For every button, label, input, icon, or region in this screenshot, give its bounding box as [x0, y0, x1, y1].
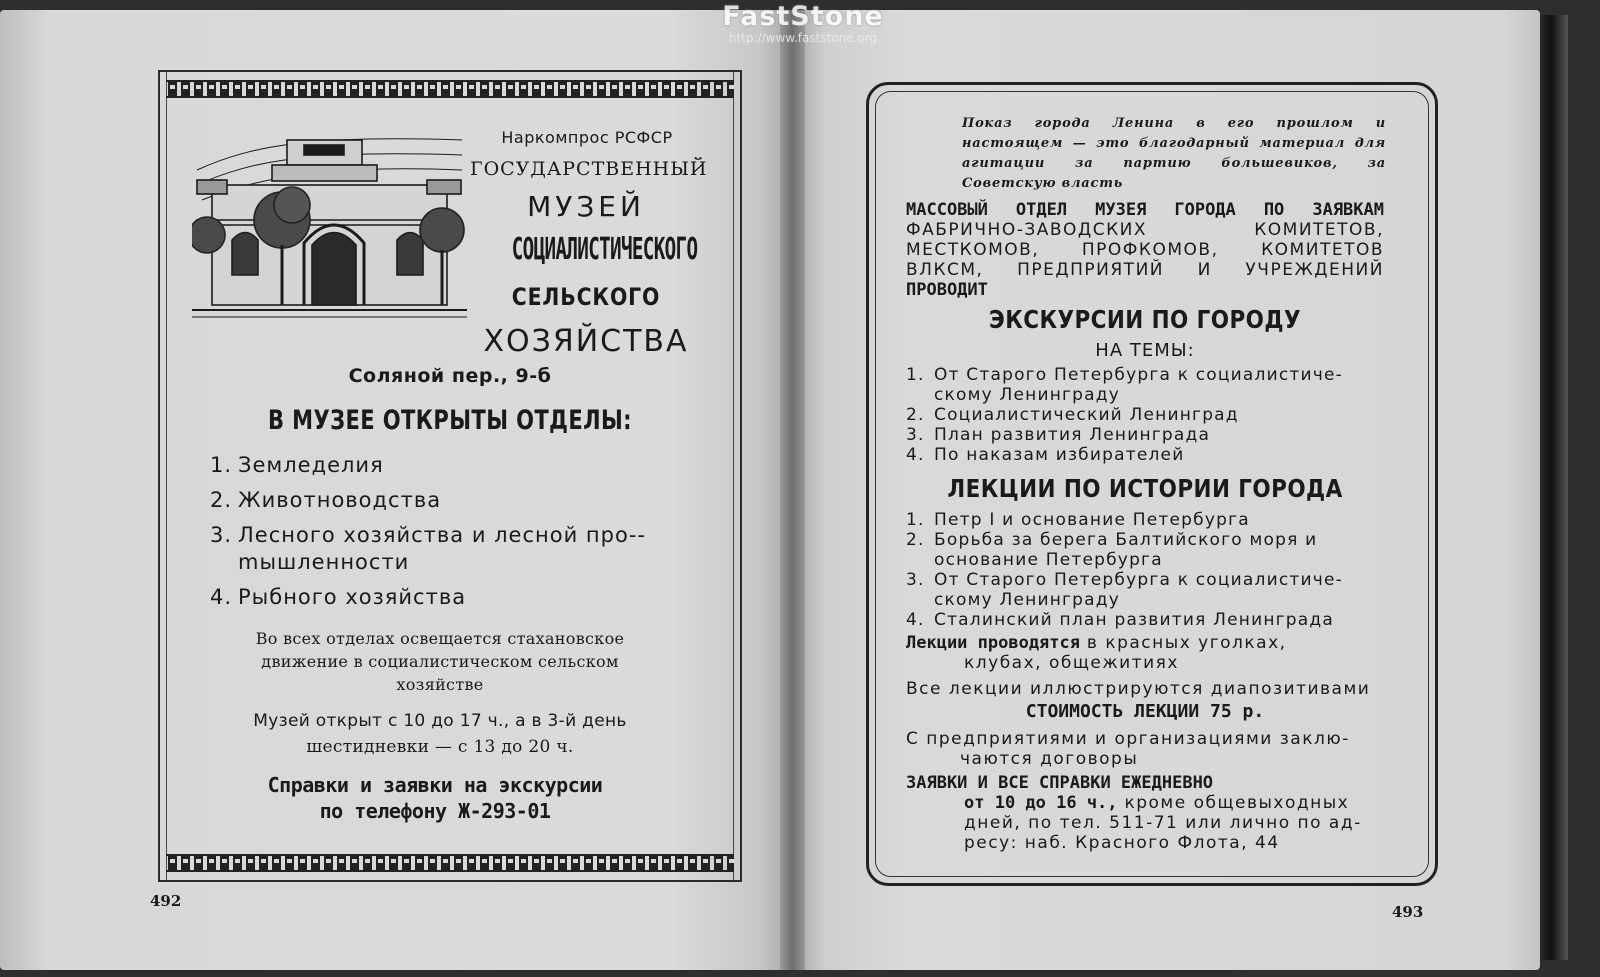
list-item: 1. Петр I и основание Петербурга — [906, 510, 1250, 530]
excursions-heading: ЭКСКУРСИИ ПО ГОРОДУ — [989, 305, 1301, 334]
watermark-title: FastStone — [722, 1, 884, 32]
lecture-topics-list — [906, 510, 1384, 630]
list-item: 4. Сталинский план развития Ленинграда — [906, 610, 1334, 630]
list-item: 3. Лесного хозяйства и лесной про-mышленности — [209, 523, 645, 574]
frame-border-top — [166, 80, 734, 98]
list-item: 2. Социалистический Ленинград — [906, 405, 1239, 425]
list-item: 3. От Старого Петербурга к социалистиче-скому Ленинграду — [906, 570, 1343, 610]
contracts-note: С предприятиями и организациями заклю- чаются договоры — [906, 729, 1350, 769]
opening-hours: Музей открыт с 10 до 17 ч., а в 3-й день шестидневки — с 13 до 20 ч. — [253, 711, 627, 757]
list-item: 1. От Старого Петербурга к социалистиче-скому Ленинграду — [906, 365, 1343, 405]
page-number-left: 492 — [150, 892, 182, 910]
page-edges — [1540, 15, 1568, 960]
lecture-cost: СТОИМОСТЬ ЛЕКЦИИ 75 р. — [1025, 701, 1265, 722]
list-item: 2. Животноводства — [209, 488, 442, 512]
socialist-title: СОЦИАЛИСТИЧЕСКОГО — [511, 232, 698, 267]
themes-label: НА ТЕМЫ: — [1095, 340, 1195, 361]
departments-list — [200, 452, 680, 619]
inquiries-phone: Справки и заявки на экскурсии по телефону Ж-293-01 — [267, 773, 603, 823]
museum-building-illustration — [192, 125, 467, 335]
museum-address: Соляной пер., 9-б — [348, 365, 552, 387]
list-item: 2. Борьба за берега Балтийского моря и основание Петербурга — [906, 530, 1318, 570]
slides-note: Все лекции иллюстрируются диапозитивами — [906, 679, 1371, 699]
page-number-right: 493 — [1392, 903, 1424, 921]
frame-border-bottom — [166, 854, 734, 872]
watermark-url: http://www.faststone.org — [728, 31, 878, 45]
intro-italic-text: Показ города Ленина в его прошлом и настоящем — это благодарный материал для агитации за партию большевиков, за Советскую власть — [962, 116, 1386, 191]
mass-department-text: МАССОВЫЙ ОТДЕЛ МУЗЕЯ ГОРОДА ПО ЗАЯВКАМ ФАБРИЧНО-ЗАВОДСКИХ КОМИТЕТОВ, МЕСТКОМОВ, ПРОФКОМОВ, КОМИТЕТОВ ВЛКСМ, ПРЕДПРИЯТИЙ И УЧРЕЖДЕНИЙ ПРОВОДИТ — [906, 200, 1384, 300]
excursion-topics-list — [906, 365, 1384, 465]
list-item: 4. По наказам избирателей — [906, 445, 1185, 465]
departments-heading: В МУЗЕЕ ОТКРЫТЫ ОТДЕЛЫ: — [267, 405, 633, 436]
faststone-watermark — [688, 2, 918, 44]
muzei-title: МУЗЕЙ — [527, 190, 645, 223]
applications-info: ЗАЯВКИ И ВСЕ СПРАВКИ ЕЖЕДНЕВНО от 10 до 16 ч., кроме общевыходных дней, по тел. 511-71 или лично по ад- ресу: наб. Красного Флота, 44 — [906, 773, 1362, 853]
book-gutter — [780, 10, 805, 970]
lectures-venue-text: Лекции проводятся в красных уголках, клубах, общежитиях — [906, 633, 1287, 673]
gosudarstvenny-label: ГОСУДАРСТВЕННЫЙ — [470, 158, 708, 180]
list-item: 3. План развития Ленинграда — [906, 425, 1211, 445]
lectures-heading: ЛЕКЦИИ ПО ИСТОРИИ ГОРОДА — [947, 474, 1343, 503]
list-item: 4. Рыбного хозяйства — [209, 585, 467, 609]
selskogo-title: СЕЛЬСКОГО — [511, 283, 661, 311]
stakhanov-note: Во всех отделах освещается стахановское движение в социалистическом сельском хозяйстве — [255, 629, 625, 694]
list-item: 1. Земледелия — [209, 453, 384, 477]
hozyaystva-title: ХОЗЯЙСТВА — [483, 324, 689, 359]
narkompros-label: Наркомпрос РСФСР — [501, 128, 673, 147]
